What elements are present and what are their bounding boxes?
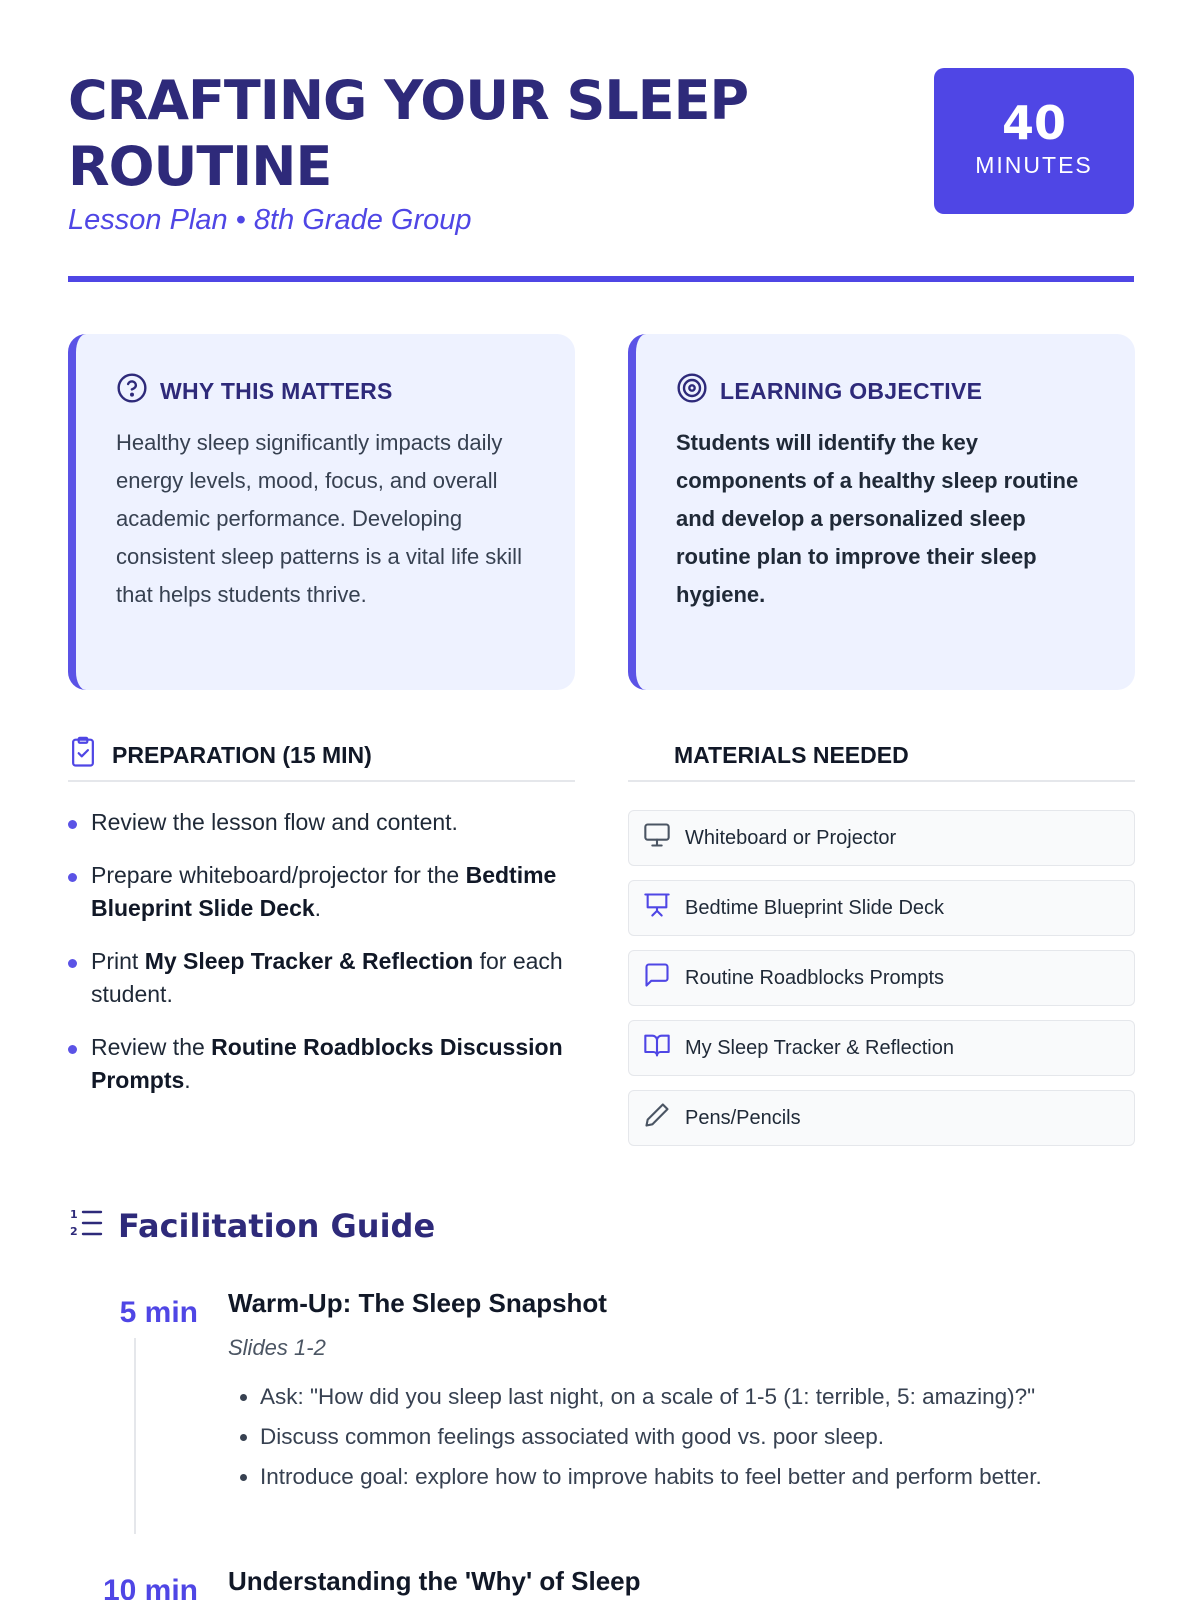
duration-unit: MINUTES xyxy=(975,152,1093,178)
material-label: Bedtime Blueprint Slide Deck xyxy=(685,896,945,919)
question-circle-icon xyxy=(116,372,148,410)
page-title: CRAFTING YOUR SLEEP ROUTINE xyxy=(68,69,749,198)
facilitation-guide-heading-row xyxy=(68,1206,435,1245)
step-title: Warm-Up: The Sleep Snapshot xyxy=(228,1288,607,1318)
list-item: Review the Routine Roadblocks Discussion Prompts. xyxy=(68,1031,575,1097)
material-item xyxy=(628,950,1135,1006)
materials-list xyxy=(628,810,1135,1146)
material-item xyxy=(628,1020,1135,1076)
numbered-list-icon xyxy=(68,1206,104,1245)
material-label: Routine Roadblocks Prompts xyxy=(685,966,945,989)
svg-text:1: 1 xyxy=(70,1208,78,1221)
list-item: • Introduce goal: explore how to improve habits to feel better and perform better. xyxy=(260,1457,1134,1497)
materials-section xyxy=(628,740,1135,1160)
step-slides: Slides 1-2 xyxy=(228,1335,326,1360)
facilitation-guide-heading: Facilitation Guide xyxy=(118,1206,436,1245)
open-book-icon xyxy=(643,1031,671,1065)
list-item: • Ask: "How did you sleep last night, on a scale of 1-5 (1: terrible, 5: amazing)?" xyxy=(260,1377,1134,1417)
material-label: Whiteboard or Projector xyxy=(685,826,897,849)
preparation-section xyxy=(68,740,575,1117)
material-label: Pens/Pencils xyxy=(685,1106,801,1129)
objective-heading: LEARNING OBJECTIVE xyxy=(720,377,983,404)
step-time: 5 min xyxy=(119,1296,198,1329)
list-item: • Discuss common feelings associated with good vs. poor sleep. xyxy=(260,1417,1134,1457)
duration-badge xyxy=(934,68,1134,214)
material-item xyxy=(628,880,1135,936)
page-subtitle: Lesson Plan • 8th Grade Group xyxy=(68,204,472,236)
svg-text:2: 2 xyxy=(70,1225,78,1238)
why-heading: WHY THIS MATTERS xyxy=(160,377,393,404)
monitor-icon xyxy=(643,821,671,855)
lesson-header xyxy=(68,68,1134,282)
preparation-heading: PREPARATION (15 MIN) xyxy=(112,741,372,768)
clipboard-check-icon xyxy=(68,736,98,774)
timeline-line xyxy=(134,1338,136,1534)
why-heading-row xyxy=(116,372,535,410)
why-body: Healthy sleep significantly impacts daily energy levels, mood, focus, and overall academic performance. Developing consistent sleep patterns is a vital life skill that helps students thrive. xyxy=(116,430,522,607)
list-item: Prepare whiteboard/projector for the Bedtime Blueprint Slide Deck. xyxy=(68,859,575,925)
objective-heading-row xyxy=(676,372,1095,410)
step-content xyxy=(228,1566,1134,1597)
list-item: Review the lesson flow and content. xyxy=(68,806,575,839)
presentation-icon xyxy=(643,891,671,925)
objective-body: Students will identify the key components of a healthy sleep routine and develop a personalized sleep routine plan to improve their sleep hygiene. xyxy=(676,430,1079,607)
step-bullets xyxy=(228,1377,1134,1497)
preparation-list xyxy=(68,806,575,1097)
chat-bubble-icon xyxy=(643,961,671,995)
pencil-icon xyxy=(643,1101,671,1135)
list-item: Print My Sleep Tracker & Reflection for each student. xyxy=(68,945,575,1011)
preparation-heading-row xyxy=(68,740,575,782)
step-content xyxy=(228,1288,1134,1497)
materials-heading: MATERIALS NEEDED xyxy=(628,740,1135,782)
step-time: 10 min xyxy=(102,1574,198,1600)
step-title: Understanding the 'Why' of Sleep xyxy=(228,1566,641,1596)
duration-value: 40 xyxy=(1001,96,1066,150)
material-item xyxy=(628,810,1135,866)
learning-objective-card xyxy=(628,334,1135,690)
material-item xyxy=(628,1090,1135,1146)
target-icon xyxy=(676,372,708,410)
material-label: My Sleep Tracker & Reflection xyxy=(685,1036,954,1059)
why-this-matters-card xyxy=(68,334,575,690)
